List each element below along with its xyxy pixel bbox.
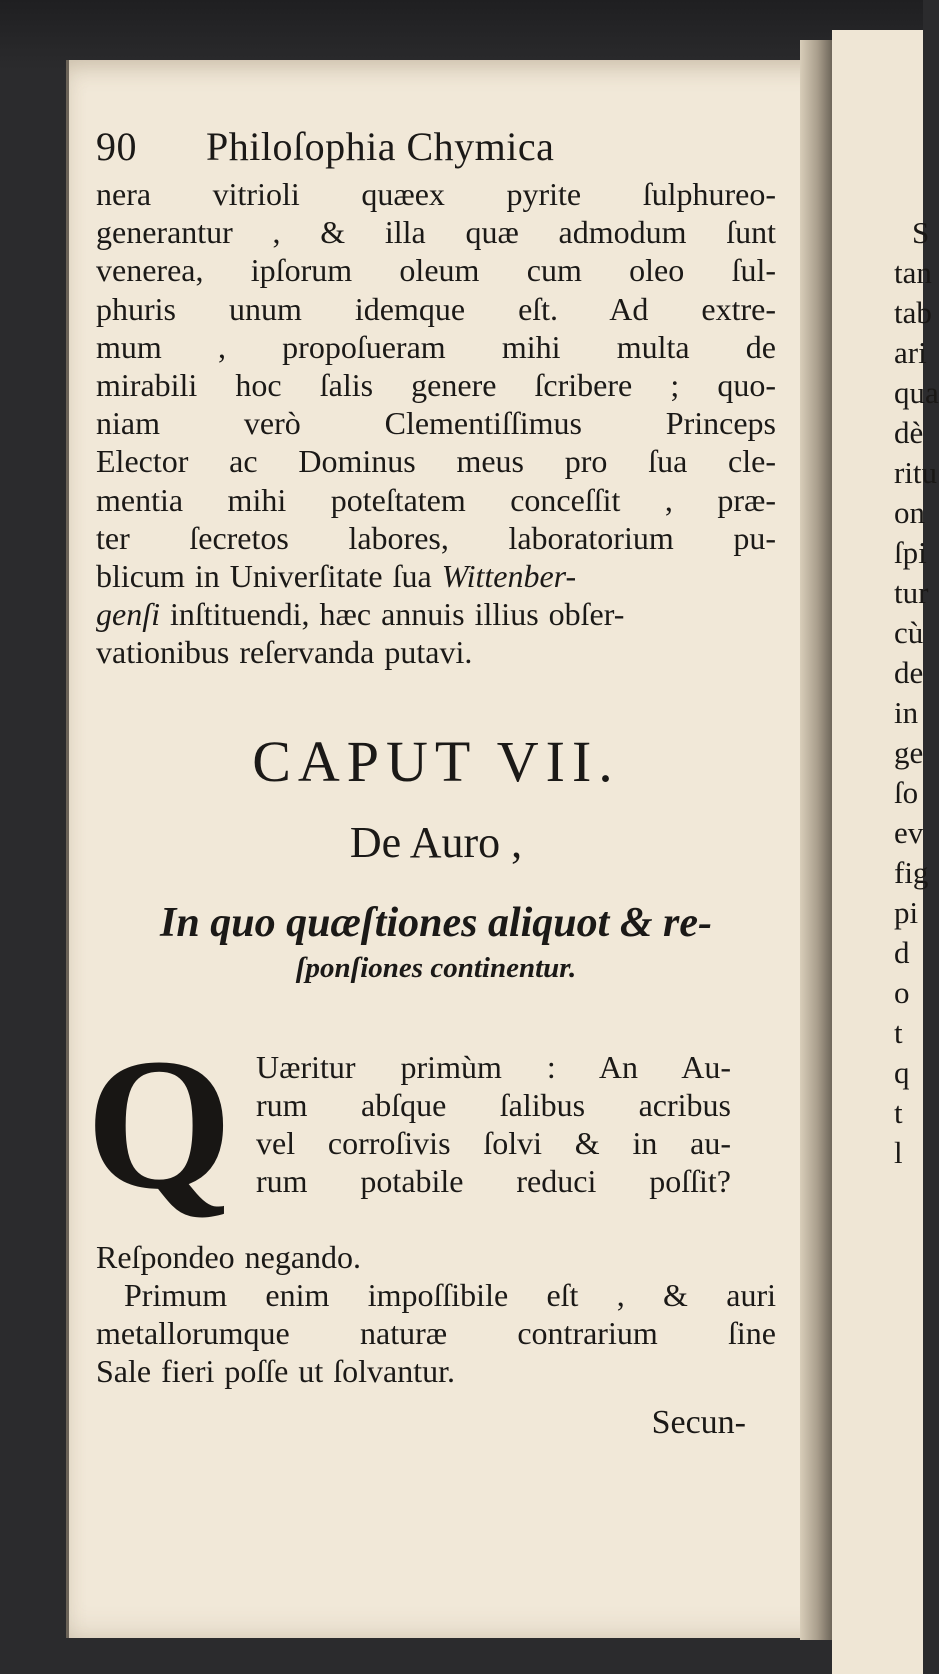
- facing-page-fragment: in: [894, 695, 919, 730]
- facing-page-fragment: fig: [894, 855, 929, 890]
- text-line: Sale fieri poſſe ut ſolvantur.: [96, 1353, 456, 1390]
- text-line: mum , propoſueram mihi multa de: [96, 328, 776, 365]
- facing-page-fragment: cù: [894, 615, 924, 650]
- text-line: venerea, ipſorum oleum cum oleo ſul-: [96, 252, 776, 289]
- text-line: Primum enim impoſſibile eſt , & auri: [124, 1276, 776, 1313]
- facing-page-fragment: ev: [894, 815, 924, 850]
- text-line: rum potabile reduci poſſit?: [256, 1163, 731, 1200]
- facing-page-fragment: d: [894, 935, 910, 970]
- italic-word: genſi: [96, 596, 160, 633]
- chapter-subtitle: De Auro ,: [349, 817, 523, 867]
- facing-page-fragment: tab: [894, 295, 932, 330]
- catchword: Secun-: [651, 1404, 746, 1442]
- facing-page-fragment: ari: [894, 335, 927, 370]
- facing-page-fragment: o: [894, 975, 910, 1010]
- page-text-block: [86, 115, 776, 1442]
- text-line: metallorumque naturæ contrarium ſine: [96, 1315, 776, 1352]
- facing-page-fragment: t: [894, 1015, 903, 1050]
- drop-cap-paragraph: [86, 1018, 776, 1238]
- facing-page-fragment: on: [894, 495, 925, 530]
- facing-page-fragment: ritu: [894, 455, 938, 490]
- text-line: Uæritur primùm : An Au-: [256, 1048, 731, 1085]
- facing-page-fragment: S: [912, 215, 930, 250]
- text-line: mirabili hoc ſalis genere ſcribere ; quo-: [96, 367, 776, 404]
- text-line: [96, 595, 776, 633]
- text-line: vel corroſivis ſolvi & in au-: [256, 1125, 731, 1162]
- book-gutter: [800, 40, 832, 1640]
- text-line: vationibus reſervanda putavi.: [96, 634, 473, 671]
- text-line: nera vitrioli quæex pyrite ſulphureo-: [96, 176, 776, 212]
- text-segment: inſtituendi, hæc annuis illius obſer-: [169, 596, 625, 633]
- text-line: [96, 557, 776, 595]
- text-line: rum abſque ſalibus acribus: [256, 1086, 731, 1123]
- facing-page-fragment: qua: [894, 375, 939, 410]
- chapter-title: CAPUT VII.: [252, 728, 620, 794]
- text-line: niam verò Clementiſſimus Princeps: [96, 405, 776, 442]
- text-line: Elector ac Dominus meus pro ſua cle-: [96, 443, 776, 480]
- facing-page-fragment: t: [894, 1095, 903, 1130]
- text-segment: blicum in Univerſitate ſua: [96, 558, 432, 595]
- page-number: 90: [96, 124, 137, 169]
- facing-page-fragment: ſpi: [894, 535, 927, 570]
- facing-page-fragment: dè: [894, 415, 924, 450]
- facing-page-fragment: de: [894, 655, 924, 690]
- facing-page-fragment: tur: [894, 575, 929, 610]
- text-line: Reſpondeo negando.: [96, 1238, 362, 1275]
- text-line: mentia mihi poteſtatem conceſſit , præ-: [96, 481, 776, 518]
- facing-page-fragment: ſo: [894, 775, 919, 810]
- chapter-description: ſponſiones continentur.: [295, 951, 577, 984]
- facing-page-fragment: q: [894, 1055, 910, 1090]
- book-page-right-fragment: [832, 30, 939, 1674]
- text-line: ter ſecretos labores, laboratorium pu-: [96, 519, 776, 556]
- facing-page-fragment: l: [894, 1135, 903, 1170]
- facing-page-fragment: tan: [894, 255, 932, 290]
- facing-page-fragment: pi: [894, 895, 919, 930]
- text-line: generantur , & illa quæ admodum ſunt: [96, 214, 776, 251]
- drop-cap-lines: [256, 1048, 731, 1201]
- paragraph-answer: [96, 1238, 776, 1391]
- running-title: Philoſophia Chymica: [206, 124, 555, 169]
- chapter-description: In quo quæſtiones aliquot & re-: [160, 899, 712, 946]
- page-header: [96, 115, 776, 175]
- drop-cap-letter: Q: [86, 1018, 233, 1228]
- text-line: phuris unum idemque eſt. Ad extre-: [96, 290, 776, 327]
- italic-word: Wittenber-: [441, 558, 577, 595]
- facing-page-fragment: ge: [894, 735, 924, 770]
- paragraph-vitriol: [96, 175, 776, 672]
